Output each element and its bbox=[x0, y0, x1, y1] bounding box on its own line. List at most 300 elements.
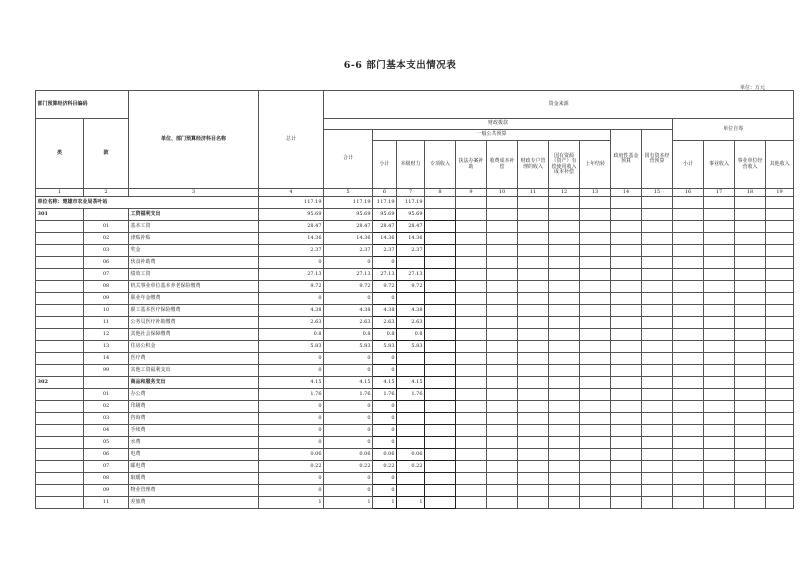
empty-cell bbox=[735, 461, 766, 473]
empty-cell bbox=[518, 353, 549, 365]
kuan-code: 08 bbox=[84, 473, 129, 485]
empty-cell bbox=[518, 281, 549, 293]
empty-cell bbox=[518, 341, 549, 353]
table-row bbox=[36, 221, 794, 233]
item-name: 机关事业单位基本养老保险缴费 bbox=[129, 281, 259, 293]
unit-total: 117.19 bbox=[259, 197, 324, 209]
empty-cell bbox=[425, 353, 456, 365]
empty-cell bbox=[766, 209, 794, 221]
empty-cell bbox=[611, 449, 642, 461]
empty-cell bbox=[549, 437, 580, 449]
empty-cell bbox=[673, 485, 704, 497]
empty-cell bbox=[425, 317, 456, 329]
empty-cell bbox=[580, 341, 611, 353]
empty-cell bbox=[456, 425, 487, 437]
table-row bbox=[36, 305, 794, 317]
subtotal-value: 27.13 bbox=[324, 269, 373, 281]
total-value: 2.63 bbox=[259, 317, 324, 329]
empty-cell bbox=[549, 461, 580, 473]
empty-cell bbox=[518, 473, 549, 485]
subtotal-value: 4.38 bbox=[324, 305, 373, 317]
table-row bbox=[36, 353, 794, 365]
small-value: 1 bbox=[373, 497, 397, 509]
lei-code bbox=[36, 425, 84, 437]
empty-cell bbox=[611, 233, 642, 245]
small-value: 0 bbox=[373, 293, 397, 305]
total-value: 95.69 bbox=[259, 209, 324, 221]
empty-cell bbox=[611, 245, 642, 257]
empty-cell bbox=[642, 245, 673, 257]
empty-cell bbox=[580, 497, 611, 509]
empty-cell bbox=[642, 497, 673, 509]
empty-cell bbox=[735, 425, 766, 437]
empty-cell bbox=[487, 425, 518, 437]
empty-cell bbox=[549, 233, 580, 245]
empty-cell bbox=[580, 257, 611, 269]
small-value: 4.15 bbox=[373, 377, 397, 389]
empty-cell bbox=[642, 269, 673, 281]
empty-cell bbox=[611, 425, 642, 437]
empty-cell bbox=[580, 473, 611, 485]
table-row bbox=[36, 401, 794, 413]
empty-cell bbox=[611, 401, 642, 413]
total-value: 0 bbox=[259, 257, 324, 269]
total-value: 0.8 bbox=[259, 329, 324, 341]
empty-cell bbox=[673, 497, 704, 509]
item-name: 取暖费 bbox=[129, 473, 259, 485]
empty-cell bbox=[456, 305, 487, 317]
lei-code bbox=[36, 281, 84, 293]
empty-cell bbox=[704, 437, 735, 449]
empty-cell bbox=[673, 389, 704, 401]
total-value: 5.83 bbox=[259, 341, 324, 353]
empty-cell bbox=[735, 389, 766, 401]
empty-cell bbox=[456, 485, 487, 497]
empty-cell bbox=[456, 293, 487, 305]
unit-self: 117.19 bbox=[397, 197, 425, 209]
table-row bbox=[36, 377, 794, 389]
empty-cell bbox=[673, 245, 704, 257]
empty-cell bbox=[425, 221, 456, 233]
empty-cell bbox=[487, 377, 518, 389]
empty-cell bbox=[580, 305, 611, 317]
subtotal-value: 2.63 bbox=[324, 317, 373, 329]
empty-cell bbox=[673, 305, 704, 317]
total-value: 0 bbox=[259, 437, 324, 449]
empty-cell bbox=[673, 341, 704, 353]
gov-fund-header: 政府性基金预算 bbox=[611, 130, 642, 189]
empty-cell bbox=[673, 221, 704, 233]
page-title: 6-6 部门基本支出情况表 bbox=[343, 60, 457, 71]
small-value: 4.38 bbox=[373, 305, 397, 317]
this-level-value bbox=[397, 353, 425, 365]
subtotal-value: 95.69 bbox=[324, 209, 373, 221]
empty-cell bbox=[518, 365, 549, 377]
kuan-code: 10 bbox=[84, 305, 129, 317]
empty-cell bbox=[673, 353, 704, 365]
empty-cell bbox=[580, 389, 611, 401]
empty-cell bbox=[425, 389, 456, 401]
kuan-code: 12 bbox=[84, 329, 129, 341]
self-raised-header: 单位自筹 bbox=[673, 119, 794, 141]
column-number: 9 bbox=[456, 189, 487, 197]
empty-cell bbox=[580, 449, 611, 461]
table-row bbox=[36, 413, 794, 425]
kuan-code: 03 bbox=[84, 245, 129, 257]
empty-cell bbox=[766, 377, 794, 389]
lei-code bbox=[36, 221, 84, 233]
empty-cell bbox=[518, 485, 549, 497]
table-row bbox=[36, 293, 794, 305]
subtotal-value: 0 bbox=[324, 401, 373, 413]
item-name: 基本工资 bbox=[129, 221, 259, 233]
empty-cell bbox=[642, 317, 673, 329]
empty-cell bbox=[704, 413, 735, 425]
total-value: 1.76 bbox=[259, 389, 324, 401]
empty-cell bbox=[518, 209, 549, 221]
kuan-code: 06 bbox=[84, 449, 129, 461]
empty-cell bbox=[735, 473, 766, 485]
lei-code bbox=[36, 353, 84, 365]
empty-cell bbox=[487, 209, 518, 221]
lei-code bbox=[36, 473, 84, 485]
table-row bbox=[36, 473, 794, 485]
table-row bbox=[36, 425, 794, 437]
empty-cell bbox=[673, 461, 704, 473]
empty-cell bbox=[487, 365, 518, 377]
empty-cell bbox=[456, 341, 487, 353]
fin-special-header: 财政专户管理的收入 bbox=[518, 141, 549, 189]
empty-cell bbox=[425, 425, 456, 437]
empty-cell bbox=[549, 401, 580, 413]
empty-cell bbox=[642, 257, 673, 269]
empty-cell bbox=[487, 317, 518, 329]
total-value: 0 bbox=[259, 425, 324, 437]
empty-cell bbox=[580, 353, 611, 365]
empty-cell bbox=[580, 377, 611, 389]
empty-cell bbox=[611, 413, 642, 425]
subtotal-value: 0 bbox=[324, 257, 373, 269]
empty-cell bbox=[425, 329, 456, 341]
kuan-code: 02 bbox=[84, 233, 129, 245]
empty-cell bbox=[518, 449, 549, 461]
empty-cell bbox=[518, 389, 549, 401]
total-value: 0 bbox=[259, 473, 324, 485]
kuan-code: 11 bbox=[84, 497, 129, 509]
total-header: 总计 bbox=[259, 91, 324, 189]
column-number: 5 bbox=[324, 189, 373, 197]
item-name: 其他社会保障缴费 bbox=[129, 329, 259, 341]
empty-cell bbox=[487, 353, 518, 365]
unit-subtotal: 117.19 bbox=[324, 197, 373, 209]
table-row bbox=[36, 461, 794, 473]
empty-cell bbox=[642, 353, 673, 365]
subtotal-value: 0 bbox=[324, 353, 373, 365]
this-level-value: 2.63 bbox=[397, 317, 425, 329]
item-name: 差旅费 bbox=[129, 497, 259, 509]
small-value: 0 bbox=[373, 437, 397, 449]
empty-cell bbox=[549, 377, 580, 389]
code-group-header: 部门预算经济科目编码 bbox=[36, 91, 129, 119]
empty-cell bbox=[704, 245, 735, 257]
lei-code bbox=[36, 317, 84, 329]
kuan-header: 款 bbox=[84, 119, 129, 189]
empty-cell bbox=[642, 413, 673, 425]
empty-cell bbox=[456, 257, 487, 269]
this-level-value: 1.76 bbox=[397, 389, 425, 401]
empty-cell bbox=[735, 221, 766, 233]
this-level-value: 0.8 bbox=[397, 329, 425, 341]
empty-cell bbox=[673, 257, 704, 269]
empty-cell bbox=[456, 329, 487, 341]
this-level-value bbox=[397, 365, 425, 377]
empty-cell bbox=[549, 413, 580, 425]
empty-cell bbox=[580, 485, 611, 497]
subtotal-value: 2.37 bbox=[324, 245, 373, 257]
this-level-value: 27.13 bbox=[397, 269, 425, 281]
empty-cell bbox=[425, 257, 456, 269]
small-value: 0 bbox=[373, 353, 397, 365]
empty-cell bbox=[549, 365, 580, 377]
empty-cell bbox=[673, 317, 704, 329]
empty-cell bbox=[766, 341, 794, 353]
empty-cell bbox=[580, 233, 611, 245]
empty-cell bbox=[487, 437, 518, 449]
lei-code: 302 bbox=[36, 377, 84, 389]
empty-cell bbox=[456, 437, 487, 449]
empty-cell bbox=[735, 377, 766, 389]
empty-cell bbox=[425, 281, 456, 293]
empty-cell bbox=[549, 317, 580, 329]
empty-cell bbox=[766, 389, 794, 401]
empty-cell bbox=[580, 317, 611, 329]
table-row bbox=[36, 233, 794, 245]
empty-cell bbox=[549, 329, 580, 341]
empty-cell bbox=[642, 365, 673, 377]
this-level-value: 2.37 bbox=[397, 245, 425, 257]
empty-cell bbox=[704, 461, 735, 473]
lei-code bbox=[36, 497, 84, 509]
empty-cell bbox=[642, 209, 673, 221]
empty-cell bbox=[673, 329, 704, 341]
empty-cell bbox=[766, 269, 794, 281]
empty-cell bbox=[549, 269, 580, 281]
empty-cell bbox=[456, 413, 487, 425]
subtotal-value: 0 bbox=[324, 365, 373, 377]
this-level-value bbox=[397, 401, 425, 413]
kuan-code: 07 bbox=[84, 269, 129, 281]
unit-row bbox=[36, 197, 794, 209]
unit-name: 单位名称：楚雄市农业局茶叶站 bbox=[36, 197, 259, 209]
empty-cell bbox=[735, 401, 766, 413]
total-value: 27.13 bbox=[259, 269, 324, 281]
empty-cell bbox=[425, 449, 456, 461]
empty-cell bbox=[704, 329, 735, 341]
empty-cell bbox=[611, 209, 642, 221]
empty-cell bbox=[611, 221, 642, 233]
empty-cell bbox=[580, 425, 611, 437]
empty-cell bbox=[611, 461, 642, 473]
subtotal-header: 合计 bbox=[324, 130, 373, 189]
lei-code bbox=[36, 329, 84, 341]
empty-cell bbox=[766, 365, 794, 377]
table-row bbox=[36, 341, 794, 353]
item-name: 绩效工资 bbox=[129, 269, 259, 281]
empty-cell bbox=[580, 461, 611, 473]
empty-cell bbox=[456, 377, 487, 389]
small-value: 0.8 bbox=[373, 329, 397, 341]
subtotal-value: 0 bbox=[324, 293, 373, 305]
empty-cell bbox=[518, 221, 549, 233]
empty-cell bbox=[580, 221, 611, 233]
column-number: 7 bbox=[397, 189, 425, 197]
empty-cell bbox=[611, 305, 642, 317]
empty-cell bbox=[580, 209, 611, 221]
this-level-value bbox=[397, 425, 425, 437]
table-row bbox=[36, 485, 794, 497]
empty-cell bbox=[673, 401, 704, 413]
total-value: 28.47 bbox=[259, 221, 324, 233]
empty-cell bbox=[673, 209, 704, 221]
small-value: 95.69 bbox=[373, 209, 397, 221]
empty-cell bbox=[549, 293, 580, 305]
empty-cell bbox=[704, 293, 735, 305]
budget-table bbox=[35, 90, 794, 509]
empty-cell bbox=[487, 305, 518, 317]
empty-cell bbox=[580, 437, 611, 449]
total-value: 0 bbox=[259, 401, 324, 413]
empty-cell bbox=[549, 245, 580, 257]
empty-cell bbox=[425, 293, 456, 305]
empty-cell bbox=[425, 269, 456, 281]
lei-header: 类 bbox=[36, 119, 84, 189]
empty-cell bbox=[518, 497, 549, 509]
lei-code bbox=[36, 401, 84, 413]
empty-cell bbox=[456, 269, 487, 281]
empty-cell bbox=[766, 413, 794, 425]
empty-cell bbox=[549, 341, 580, 353]
empty-cell bbox=[456, 365, 487, 377]
kuan-code bbox=[84, 377, 129, 389]
self-small-header: 小计 bbox=[673, 141, 704, 189]
empty-cell bbox=[704, 377, 735, 389]
column-number: 19 bbox=[766, 189, 794, 197]
empty-cell bbox=[642, 305, 673, 317]
empty-cell bbox=[487, 473, 518, 485]
empty-cell bbox=[487, 485, 518, 497]
subtotal-value: 0.8 bbox=[324, 329, 373, 341]
item-name: 住房公积金 bbox=[129, 341, 259, 353]
this-level-value bbox=[397, 257, 425, 269]
name-column-header: 单位、部门预算经济科目名称 bbox=[129, 91, 259, 189]
item-name: 工资福利支出 bbox=[129, 209, 259, 221]
small-value: 14.36 bbox=[373, 233, 397, 245]
small-value: 27.13 bbox=[373, 269, 397, 281]
item-name: 商品和服务支出 bbox=[129, 377, 259, 389]
empty-cell bbox=[425, 473, 456, 485]
total-value: 0.06 bbox=[259, 449, 324, 461]
empty-cell bbox=[704, 401, 735, 413]
empty-cell bbox=[642, 449, 673, 461]
empty-cell bbox=[735, 317, 766, 329]
column-number: 11 bbox=[518, 189, 549, 197]
item-name: 水费 bbox=[129, 437, 259, 449]
lei-code bbox=[36, 413, 84, 425]
empty-cell bbox=[549, 305, 580, 317]
empty-cell bbox=[766, 221, 794, 233]
small-value: 2.37 bbox=[373, 245, 397, 257]
empty-cell bbox=[704, 281, 735, 293]
item-name: 公务员医疗补助缴费 bbox=[129, 317, 259, 329]
this-level-value: 9.72 bbox=[397, 281, 425, 293]
kuan-code: 09 bbox=[84, 485, 129, 497]
column-number: 6 bbox=[373, 189, 397, 197]
empty-cell bbox=[580, 401, 611, 413]
this-level-value bbox=[397, 293, 425, 305]
lei-code bbox=[36, 293, 84, 305]
state-asset-header: 国有资源（资产）有偿使用收入成本补偿 bbox=[549, 141, 580, 189]
empty-cell bbox=[611, 473, 642, 485]
column-number: 10 bbox=[487, 189, 518, 197]
lei-code bbox=[36, 305, 84, 317]
kuan-code: 04 bbox=[84, 425, 129, 437]
empty-cell bbox=[456, 401, 487, 413]
empty-cell bbox=[425, 401, 456, 413]
empty-cell bbox=[673, 449, 704, 461]
empty-cell bbox=[487, 401, 518, 413]
table-row bbox=[36, 281, 794, 293]
empty-cell bbox=[487, 221, 518, 233]
empty-cell bbox=[766, 245, 794, 257]
empty-cell bbox=[518, 413, 549, 425]
column-number: 18 bbox=[735, 189, 766, 197]
empty-cell bbox=[580, 413, 611, 425]
empty-cell bbox=[549, 485, 580, 497]
empty-cell bbox=[766, 233, 794, 245]
empty-cell bbox=[704, 233, 735, 245]
empty-cell bbox=[487, 329, 518, 341]
empty-cell bbox=[766, 461, 794, 473]
empty-cell bbox=[456, 209, 487, 221]
empty-cell bbox=[425, 413, 456, 425]
small-value: 5.83 bbox=[373, 341, 397, 353]
empty-cell bbox=[766, 437, 794, 449]
empty-cell bbox=[766, 353, 794, 365]
this-level-value: 0.22 bbox=[397, 461, 425, 473]
empty-cell bbox=[704, 389, 735, 401]
column-number: 17 bbox=[704, 189, 735, 197]
column-number: 1 bbox=[36, 189, 84, 197]
law-fee-header: 执法办案补助 bbox=[456, 141, 487, 189]
empty-cell bbox=[425, 497, 456, 509]
this-level-value bbox=[397, 437, 425, 449]
item-name: 手续费 bbox=[129, 425, 259, 437]
empty-cell bbox=[642, 461, 673, 473]
item-name: 医疗费 bbox=[129, 353, 259, 365]
subtotal-value: 0 bbox=[324, 473, 373, 485]
empty-cell bbox=[735, 329, 766, 341]
empty-cell bbox=[425, 461, 456, 473]
empty-cell bbox=[766, 257, 794, 269]
empty-cell bbox=[518, 377, 549, 389]
kuan-code: 08 bbox=[84, 281, 129, 293]
empty-cell bbox=[518, 257, 549, 269]
subtotal-value: 0.06 bbox=[324, 449, 373, 461]
empty-cell bbox=[425, 305, 456, 317]
empty-cell bbox=[735, 485, 766, 497]
empty-cell bbox=[766, 485, 794, 497]
small-value: 28.47 bbox=[373, 221, 397, 233]
